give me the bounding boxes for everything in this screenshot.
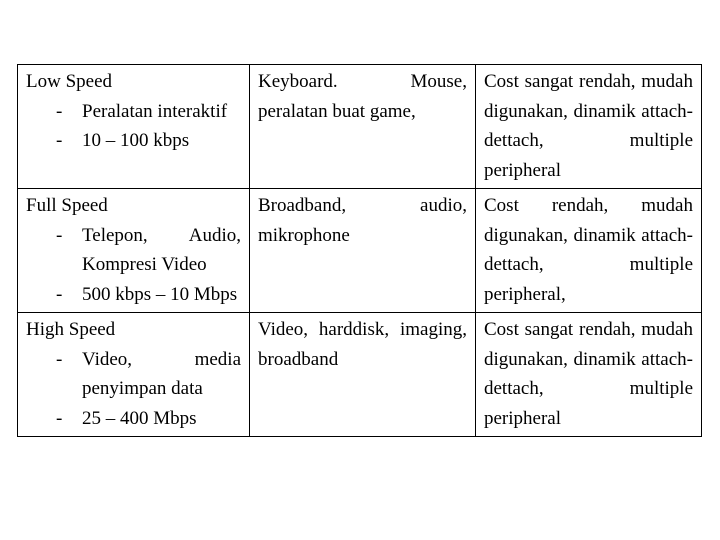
speed-title: Low Speed bbox=[26, 71, 113, 92]
speed-detail-list bbox=[26, 345, 241, 434]
speed-detail-list bbox=[26, 221, 241, 310]
bullet-dash: - bbox=[56, 100, 63, 122]
bullet-dash: - bbox=[56, 224, 63, 246]
bullet-dash: - bbox=[56, 283, 63, 305]
devices-cell: Broadband, audio, mikrophone bbox=[250, 189, 476, 313]
speed-cell bbox=[18, 313, 250, 437]
speed-detail-item: - Peralatan interaktif bbox=[26, 97, 241, 127]
table-row bbox=[18, 313, 702, 437]
speed-detail-list bbox=[26, 97, 241, 156]
bullet-dash: - bbox=[56, 130, 63, 151]
features-cell: Cost sangat rendah, mudah digunakan, dinamik attach-dettach, multiple peripheral bbox=[476, 313, 702, 437]
speed-title: Full Speed bbox=[26, 195, 108, 216]
speed-title: High Speed bbox=[26, 319, 116, 340]
speed-cell bbox=[18, 189, 250, 313]
speed-cell bbox=[18, 65, 250, 189]
speed-detail-item: - 25 – 400 Mbps bbox=[26, 404, 241, 434]
features-cell: Cost rendah, mudah digunakan, dinamik attach-dettach, multiple peripheral, bbox=[476, 189, 702, 313]
bullet-dash: - bbox=[56, 407, 63, 429]
table-row bbox=[18, 65, 702, 189]
speed-detail-item: - 500 kbps – 10 Mbps bbox=[26, 280, 241, 310]
features-cell: Cost sangat rendah, mudah digunakan, dinamik attach-dettach, multiple peripheral bbox=[476, 65, 702, 189]
devices-cell: Keyboard. Mouse, peralatan buat game, bbox=[250, 65, 476, 189]
bullet-dash: - bbox=[56, 348, 63, 370]
usb-speed-table bbox=[17, 64, 702, 437]
devices-cell: Video, harddisk, imaging, broadband bbox=[250, 313, 476, 437]
speed-detail-item: - Video, media penyimpan data bbox=[26, 345, 241, 404]
speed-detail-item: - Telepon, Audio, Kompresi Video bbox=[26, 221, 241, 280]
speed-detail-item: - 10 – 100 kbps bbox=[26, 126, 241, 156]
table-row bbox=[18, 189, 702, 313]
